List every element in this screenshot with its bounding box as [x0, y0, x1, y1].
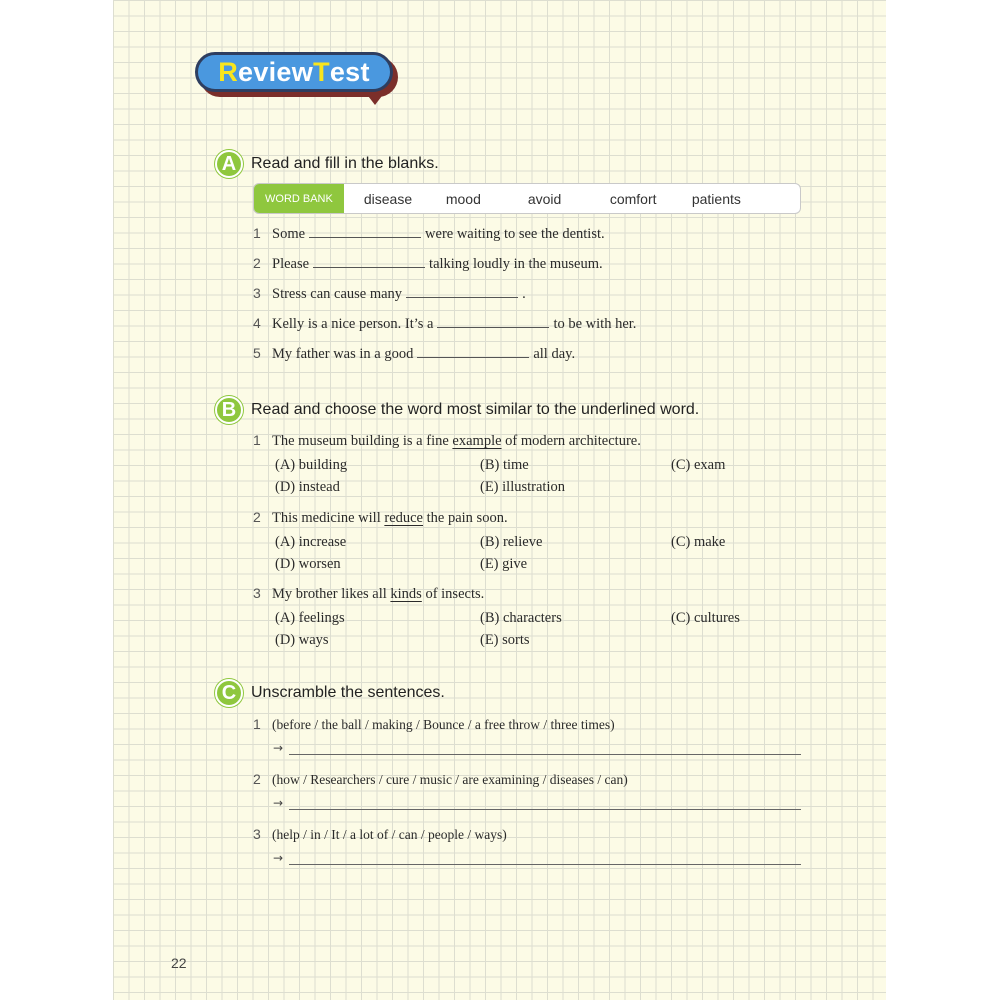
question-text: to be with her. [553, 316, 637, 332]
unscramble-question-3 [253, 826, 507, 843]
question-number: 4 [253, 315, 261, 331]
word-bank-word: patients [691, 190, 741, 207]
arrow-icon: → [273, 851, 284, 865]
answer-blank[interactable] [437, 315, 549, 328]
question-number: 3 [253, 826, 261, 842]
answer-line-3[interactable] [273, 851, 801, 865]
question-text: of modern architecture. [501, 433, 641, 449]
question-text: of insects. [421, 586, 485, 602]
question-text: My father was in a good [272, 346, 414, 362]
question-text: . [522, 286, 526, 302]
answer-underline [289, 854, 801, 865]
choice-question-2 [253, 509, 508, 527]
title-pill [195, 52, 393, 92]
answer-blank[interactable] [417, 345, 529, 358]
question-text: Kelly is a nice person. It’s a [272, 316, 434, 332]
question-text: all day. [533, 346, 576, 362]
answer-blank[interactable] [313, 255, 425, 268]
answer-underline [289, 799, 801, 810]
option-d[interactable]: (D) instead [275, 479, 340, 495]
question-text: (before / the ball / making / Bounce / a free throw / three times) [272, 717, 615, 732]
question-text: Please [272, 256, 310, 272]
fill-question-4 [253, 315, 636, 333]
unscramble-question-2 [253, 771, 628, 788]
option-b[interactable]: (B) time [480, 457, 529, 473]
option-e[interactable]: (E) sorts [480, 632, 530, 648]
answer-line-1[interactable] [273, 741, 801, 755]
question-text: This medicine will [272, 510, 385, 526]
option-b[interactable]: (B) characters [480, 610, 562, 626]
question-number: 2 [253, 255, 261, 271]
underlined-word: reduce [384, 510, 423, 526]
fill-question-1 [253, 225, 605, 243]
question-number: 1 [253, 225, 261, 241]
title-part-2: est [329, 56, 370, 87]
answer-blank[interactable] [406, 285, 518, 298]
option-e[interactable]: (E) give [480, 556, 528, 572]
option-a[interactable]: (A) feelings [275, 610, 345, 626]
word-bank-word: avoid [527, 190, 562, 207]
title-speech-tail [365, 92, 385, 105]
review-test-title [195, 52, 405, 108]
question-text: The museum building is a fine [272, 433, 453, 449]
question-text: the pain soon. [423, 510, 508, 526]
section-c-instruction: Unscramble the sentences. [251, 684, 445, 701]
arrow-icon: → [273, 796, 284, 810]
question-text: were waiting to see the dentist. [425, 226, 605, 242]
option-d[interactable]: (D) worsen [275, 556, 341, 572]
question-number: 2 [253, 509, 261, 525]
question-number: 1 [253, 716, 261, 732]
arrow-icon: → [273, 741, 284, 755]
question-number: 3 [253, 285, 261, 301]
fill-question-5 [253, 345, 575, 363]
option-b[interactable]: (B) relieve [480, 534, 543, 550]
question-number: 3 [253, 585, 261, 601]
section-b-badge: B [215, 396, 243, 424]
question-text: talking loudly in the museum. [429, 256, 603, 272]
option-e[interactable]: (E) illustration [480, 479, 565, 495]
fill-question-3 [253, 285, 526, 303]
option-d[interactable]: (D) ways [275, 632, 329, 648]
word-bank-word: comfort [609, 190, 657, 207]
question-text: Some [272, 226, 306, 242]
option-c[interactable]: (C) cultures [671, 610, 740, 626]
section-b-instruction: Read and choose the word most similar to the underlined word. [251, 401, 700, 418]
question-text: (how / Researchers / cure / music / are examining / diseases / can) [272, 772, 628, 787]
word-bank-word: mood [445, 190, 481, 207]
option-c[interactable]: (C) make [671, 534, 726, 550]
title-part-1: eview [238, 56, 314, 87]
title-letter-r: R [218, 56, 238, 87]
question-number: 2 [253, 771, 261, 787]
underlined-word: kinds [390, 586, 422, 602]
section-a-badge: A [215, 150, 243, 178]
option-c[interactable]: (C) exam [671, 457, 726, 473]
option-a[interactable]: (A) increase [275, 534, 347, 550]
title-letter-t: T [313, 56, 330, 87]
word-bank-word: disease [363, 190, 413, 207]
section-b-header [215, 396, 699, 424]
option-a[interactable]: (A) building [275, 457, 348, 473]
underlined-word: example [452, 433, 502, 449]
page-number: 22 [171, 955, 187, 971]
question-number: 1 [253, 432, 261, 448]
section-c-header [215, 679, 445, 707]
question-number: 5 [253, 345, 261, 361]
section-a-instruction: Read and fill in the blanks. [251, 155, 439, 172]
word-bank-label: WORD BANK [254, 184, 344, 213]
choice-question-1 [253, 432, 641, 450]
section-a-header [215, 150, 439, 178]
answer-underline [289, 744, 801, 755]
answer-blank[interactable] [309, 225, 421, 238]
question-text: My brother likes all [272, 586, 391, 602]
fill-question-2 [253, 255, 603, 273]
question-text: Stress can cause many [272, 286, 403, 302]
choice-question-3 [253, 585, 484, 603]
answer-line-2[interactable] [273, 796, 801, 810]
question-text: (help / in / It / a lot of / can / people / ways) [272, 827, 507, 842]
section-c-badge: C [215, 679, 243, 707]
worksheet-page [113, 0, 886, 1000]
unscramble-question-1 [253, 716, 615, 733]
word-bank [253, 183, 801, 214]
